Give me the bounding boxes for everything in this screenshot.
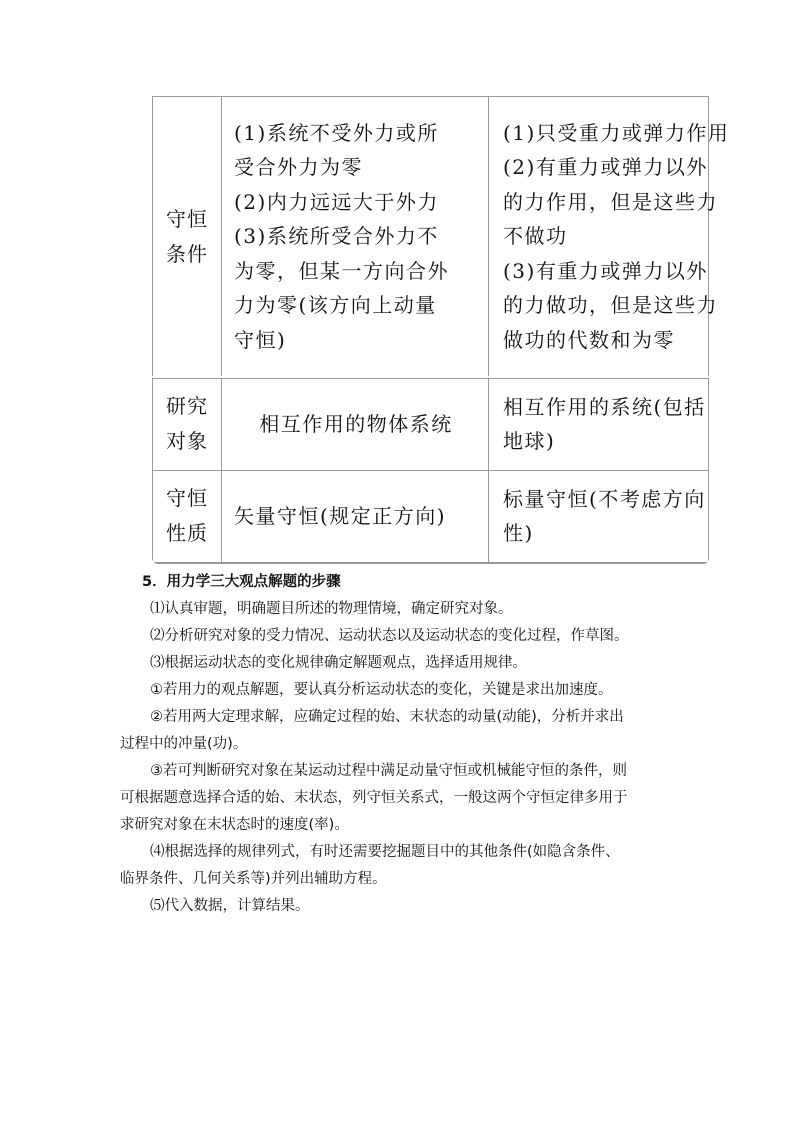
cell-line: 为零，但某一方向合外 [234, 258, 449, 283]
cell-line: (2)有重力或弹力以外 [503, 155, 708, 180]
cell-line: 受合外力为零 [234, 155, 363, 180]
cell-line: 力为零(该方向上动量 [234, 293, 437, 318]
cell-line: 矢量守恒(规定正方向) [234, 504, 447, 529]
cell-line: 性) [503, 521, 534, 546]
table-row-nature [153, 470, 709, 563]
conservation-table-part-2 [152, 378, 709, 564]
cell-line: 守恒) [234, 327, 287, 352]
cell-line: 相互作用的物体系统 [259, 412, 453, 437]
step-line: 求研究对象在末状态时的速度(率)。 [120, 817, 349, 833]
label-line: 守恒 [166, 486, 208, 511]
row-label-conditions [153, 97, 222, 377]
step-line: ⑸代入数据，计算结果。 [150, 898, 310, 914]
conservation-table-top [152, 96, 730, 376]
cell-line: 的力做功，但是这些力 [503, 293, 718, 318]
cell-line: 不做功 [503, 224, 568, 249]
label-line: 研究 [166, 394, 208, 419]
step-line: ②若用两大定理求解，应确定过程的始、末状态的动量(动能)，分析并求出 [150, 709, 624, 725]
step-line: 过程中的冲量(功)。 [120, 736, 248, 752]
cell-line: (3)系统所受合外力不 [234, 224, 439, 249]
cell-line: (1)系统不受外力或所 [234, 120, 439, 145]
cell-line: 的力作用，但是这些力 [503, 189, 718, 214]
label-line: 守恒 [166, 206, 208, 231]
cell-line: (1)只受重力或弹力作用 [503, 120, 730, 145]
row-label-object [153, 379, 222, 471]
momentum-conditions-cell [222, 97, 489, 377]
table-row-conditions [153, 97, 709, 377]
cell-line: 做功的代数和为零 [503, 327, 675, 352]
label-line: 对象 [166, 429, 208, 454]
cell-line: 地球) [503, 429, 556, 454]
momentum-nature-cell [222, 470, 489, 563]
table-row-object [153, 379, 709, 471]
momentum-object-cell [222, 379, 489, 471]
step-line: ⑷根据选择的规律列式，有时还需要挖掘题目中的其他条件(如隐含条件、 [150, 844, 620, 860]
step-line: ⑴认真审题，明确题目所述的物理情境，确定研究对象。 [150, 601, 513, 617]
energy-conditions-cell [489, 97, 730, 377]
label-line: 性质 [166, 521, 208, 546]
energy-nature-cell [489, 470, 709, 563]
solution-steps-section [120, 569, 680, 920]
step-line: ③若可判断研究对象在某运动过程中满足动量守恒或机械能守恒的条件，则 [150, 763, 627, 779]
step-line: ⑶根据运动状态的变化规律确定解题观点，选择适用规律。 [150, 655, 527, 671]
step-line: ①若用力的观点解题，要认真分析运动状态的变化，关键是求出加速度。 [150, 682, 613, 698]
step-line: ⑵分析研究对象的受力情况、运动状态以及运动状态的变化过程，作草图。 [150, 628, 629, 644]
label-line: 条件 [166, 241, 208, 266]
cell-line: 标量守恒(不考虑方向 [503, 486, 706, 511]
cell-line: (3)有重力或弹力以外 [503, 258, 708, 283]
energy-object-cell [489, 379, 709, 471]
cell-line: (2)内力远远大于外力 [234, 189, 439, 214]
section-heading: 5．用力学三大观点解题的步骤 [142, 574, 341, 590]
step-line: 可根据题意选择合适的始、末状态，列守恒关系式，一般这两个守恒定律多用于 [120, 790, 628, 806]
conservation-table-bottom [152, 378, 709, 564]
cell-line: 相互作用的系统(包括 [503, 394, 706, 419]
conservation-table-part-1 [152, 96, 730, 376]
row-label-nature [153, 470, 222, 563]
step-line: 临界条件、几何关系等)并列出辅助方程。 [120, 871, 387, 887]
